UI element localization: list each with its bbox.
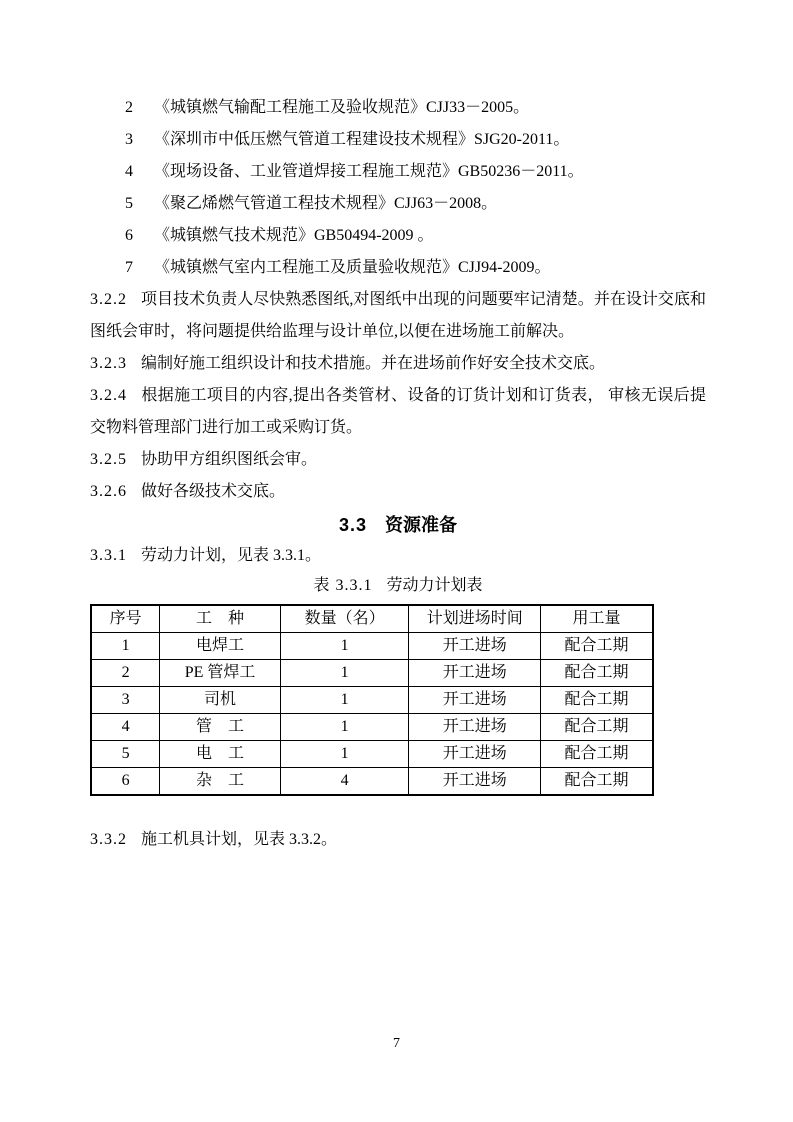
reference-number: 4: [125, 163, 133, 180]
reference-number: 7: [125, 259, 133, 276]
paragraph-text: 劳动力计划，见表 3.3.1。: [141, 547, 322, 564]
table-caption: [90, 572, 706, 600]
reference-text: 《现场设备、工业管道焊接工程施工规范》GB50236－2011。: [154, 163, 584, 180]
paragraph-number: 3.3.2: [90, 831, 127, 848]
reference-number: 6: [125, 227, 133, 244]
table-cell: 电 工: [160, 741, 281, 768]
table-header-row: [91, 605, 653, 633]
table-caption-number: 表 3.3.1: [313, 577, 373, 594]
table-header-cell: 数量（名）: [280, 605, 409, 633]
table-cell: 2: [91, 660, 160, 687]
table-cell: 配合工期: [540, 687, 653, 714]
table-cell: 1: [91, 633, 160, 660]
table-cell: 开工进场: [409, 687, 540, 714]
table-cell: 管 工: [160, 714, 281, 741]
reference-text: 《城镇燃气室内工程施工及质量验收规范》CJJ94-2009。: [154, 259, 551, 276]
paragraph-3-3-2: [90, 824, 706, 856]
table-cell: 配合工期: [540, 741, 653, 768]
reference-number: 5: [125, 195, 133, 212]
paragraph-number: 3.2.5: [90, 451, 127, 468]
table-cell: 杂 工: [160, 768, 281, 796]
section-heading-title: 资源准备: [385, 515, 458, 535]
table-cell: 配合工期: [540, 633, 653, 660]
paragraph-3-2-5: [90, 444, 706, 476]
table-row: [91, 660, 653, 687]
table-cell: 电焊工: [160, 633, 281, 660]
table-header-cell: 计划进场时间: [409, 605, 540, 633]
table-cell: 司机: [160, 687, 281, 714]
paragraph-number: 3.2.2: [90, 291, 127, 308]
reference-number: 3: [125, 131, 133, 148]
table-row: [91, 741, 653, 768]
table-header-cell: 工 种: [160, 605, 281, 633]
paragraph-3-2-4: [90, 380, 706, 444]
table-cell: 配合工期: [540, 768, 653, 796]
labor-plan-table: [90, 604, 654, 796]
table-cell: 5: [91, 741, 160, 768]
table-header-cell: 序号: [91, 605, 160, 633]
table-cell: 1: [280, 741, 409, 768]
paragraph-text: 做好各级技术交底。: [141, 483, 286, 500]
table-cell: 开工进场: [409, 714, 540, 741]
paragraph-text: 施工机具计划，见表 3.3.2。: [141, 831, 338, 848]
table-cell: 1: [280, 714, 409, 741]
table-cell: 4: [91, 714, 160, 741]
reference-item: [90, 92, 706, 124]
page-number: 7: [393, 1036, 400, 1051]
paragraph-number: 3.2.6: [90, 483, 127, 500]
paragraph-number: 3.2.3: [90, 355, 127, 372]
paragraph-3-2-3: [90, 348, 706, 380]
table-caption-title: 劳动力计划表: [386, 577, 483, 594]
reference-text: 《深圳市中低压燃气管道工程建设技术规程》SJG20-2011。: [154, 131, 570, 148]
table-cell: PE 管焊工: [160, 660, 281, 687]
reference-text: 《聚乙烯燃气管道工程技术规程》CJJ63－2008。: [154, 195, 498, 212]
table-cell: 1: [280, 687, 409, 714]
reference-item: [90, 252, 706, 284]
reference-text: 《城镇燃气技术规范》GB50494-2009 。: [154, 227, 434, 244]
table-header-cell: 用工量: [540, 605, 653, 633]
reference-item: [90, 220, 706, 252]
paragraph-text: 根据施工项目的内容,提出各类管材、设备的订货计划和订货表， 审核无误后提交物料管理部门进行加工或采购订货。: [90, 387, 706, 436]
reference-text: 《城镇燃气输配工程施工及验收规范》CJJ33－2005。: [154, 99, 530, 116]
reference-number: 2: [125, 99, 133, 116]
table-cell: 1: [280, 633, 409, 660]
table-cell: 3: [91, 687, 160, 714]
table-cell: 开工进场: [409, 660, 540, 687]
table-cell: 开工进场: [409, 768, 540, 796]
table-cell: 1: [280, 660, 409, 687]
paragraph-text: 编制好施工组织设计和技术措施。并在进场前作好安全技术交底。: [141, 355, 606, 372]
section-heading-number: 3.3: [338, 515, 368, 535]
reference-item: [90, 188, 706, 220]
paragraph-3-2-2: [90, 284, 706, 348]
document-content: [90, 92, 706, 856]
section-heading: [90, 510, 706, 540]
table-cell: 配合工期: [540, 714, 653, 741]
paragraph-text: 协助甲方组织图纸会审。: [141, 451, 318, 468]
table-cell: 配合工期: [540, 660, 653, 687]
table-cell: 开工进场: [409, 741, 540, 768]
table-cell: 4: [280, 768, 409, 796]
paragraph-text: 项目技术负责人尽快熟悉图纸,对图纸中出现的问题要牢记清楚。并在设计交底和图纸会审时，将问题提供给监理与设计单位,以便在进场施工前解决。: [90, 291, 706, 340]
paragraph-number: 3.3.1: [90, 547, 127, 564]
reference-item: [90, 156, 706, 188]
paragraph-3-3-1: [90, 540, 706, 572]
table-row: [91, 714, 653, 741]
reference-item: [90, 124, 706, 156]
table-row: [91, 687, 653, 714]
paragraph-number: 3.2.4: [90, 387, 127, 404]
table-cell: 6: [91, 768, 160, 796]
paragraph-3-2-6: [90, 476, 706, 508]
table-row: [91, 633, 653, 660]
table-cell: 开工进场: [409, 633, 540, 660]
table-row: [91, 768, 653, 796]
